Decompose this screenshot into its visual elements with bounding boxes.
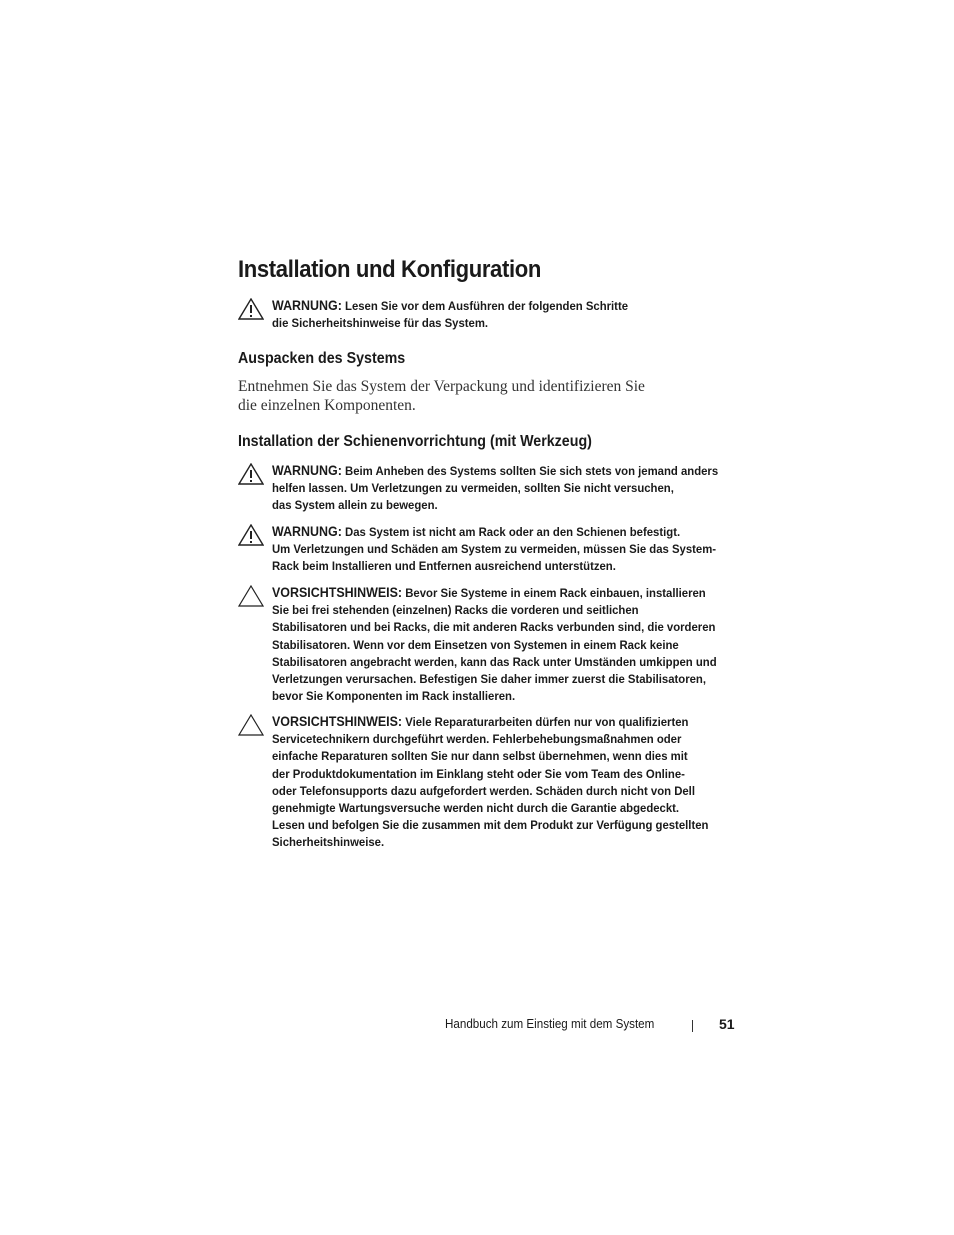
notice-label: WARNUNG: [272,463,342,478]
warning-triangle-icon [238,298,264,320]
notice-label: VORSICHTSHINWEIS: [272,585,403,600]
caution-triangle-icon [238,714,264,736]
notice-line: der Produktdokumentation im Einklang steht oder Sie vom Team des Online- [272,766,685,781]
notice-line: Sicherheitshinweise. [272,835,385,850]
notice-label: WARNUNG: [272,298,342,313]
caution-triangle-icon [238,585,264,607]
notice-text [272,523,737,576]
notice-line: Stabilisatoren angebracht werden, kann das Rack unter Umständen umkippen und [272,654,717,669]
notice-line: einfache Reparaturen sollten Sie nur dann selbst übernehmen, wenn dies mit [272,749,688,764]
notice-line: Um Verletzungen und Schäden am System zu vermeiden, müssen Sie das System- [272,542,717,557]
notice-line: Stabilisatoren und bei Racks, die mit anderen Racks verbunden sind, die vorderen [272,620,716,635]
body-paragraph [238,377,708,415]
notice-line: oder Telefonsupports dazu aufgefordert werden. Schäden durch nicht von Dell [272,783,695,798]
paragraph-line: die einzelnen Komponenten. [238,397,416,414]
notice-line: die Sicherheitshinweise für das System. [272,316,489,331]
notice-text [272,297,737,332]
notice-line: helfen lassen. Um Verletzungen zu vermeiden, sollten Sie nicht versuchen, [272,481,674,496]
section-heading: Installation der Schienenvorrichtung (mit Werkzeug) [238,433,592,450]
section-heading: Auspacken des Systems [238,350,406,367]
paragraph-line: Entnehmen Sie das System der Verpackung und identifizieren Sie [238,378,645,395]
notice-line: bevor Sie Komponenten im Rack installieren. [272,689,516,704]
notice-line: Rack beim Installieren und Entfernen ausreichend unterstützen. [272,559,616,574]
notice-line: Bevor Sie Systeme in einem Rack einbauen, installieren [402,586,706,600]
notice-text [272,713,737,852]
footer-separator [692,1020,693,1032]
page-number: 51 [719,1016,735,1032]
notice-line: Lesen Sie vor dem Ausführen der folgenden Schritte [341,299,629,313]
notice-text [272,462,737,515]
notice-text [272,584,737,705]
warning-triangle-icon [238,463,264,485]
notice-line: das System allein zu bewegen. [272,498,438,513]
notice-label: WARNUNG: [272,524,342,539]
notice-line: Lesen und befolgen Sie die zusammen mit dem Produkt zur Verfügung gestellten [272,818,709,833]
notice-line: Servicetechnikern durchgeführt werden. Fehlerbehebungsmaßnahmen oder [272,732,682,747]
chapter-title: Installation und Konfiguration [238,256,541,283]
notice-line: Viele Reparaturarbeiten dürfen nur von qualifizierten [402,715,689,729]
notice-line: Das System ist nicht am Rack oder an den Schienen befestigt. [341,525,681,539]
notice-line: Verletzungen verursachen. Befestigen Sie daher immer zuerst die Stabilisatoren, [272,672,707,687]
notice-line: Beim Anheben des Systems sollten Sie sich stets von jemand anders [341,464,719,478]
warning-triangle-icon [238,524,264,546]
page-footer [445,1016,735,1036]
notice-line: Sie bei frei stehenden (einzelnen) Racks die vorderen und seitlichen [272,603,639,618]
notice-line: genehmigte Wartungsversuche werden nicht durch die Garantie abgedeckt. [272,801,680,816]
notice-label: VORSICHTSHINWEIS: [272,714,403,729]
footer-title: Handbuch zum Einstieg mit dem System [445,1017,655,1031]
notice-line: Stabilisatoren. Wenn vor dem Einsetzen von Systemen in einem Rack keine [272,637,679,652]
